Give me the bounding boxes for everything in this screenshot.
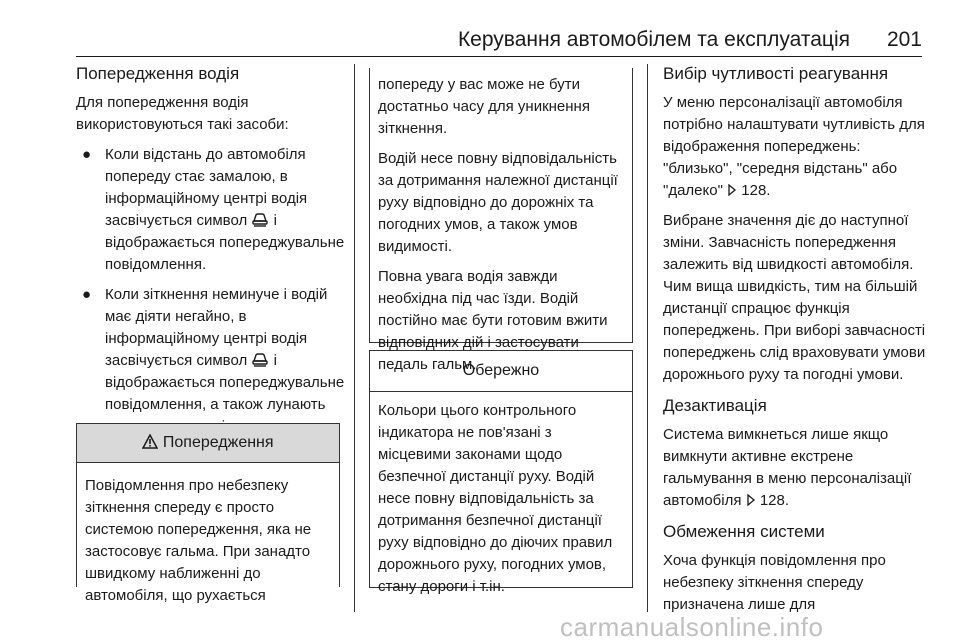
paragraph: Система вимкнеться лише якщо вимкнути активне екстрене гальмування в меню персоналізації автомобіля 128.	[663, 426, 912, 509]
vehicle-ahead-icon	[251, 352, 273, 369]
bullet-dot: ●	[82, 146, 92, 163]
page-reference-icon	[746, 492, 756, 509]
page-reference[interactable]: 128.	[741, 182, 771, 199]
vehicle-ahead-icon	[251, 212, 273, 229]
warning-continued-paragraph: Водій несе повну відповідальність за дотримання належної дистанції руху відповідно до дорожніх та погодних умов, а також умов видимості.	[378, 150, 618, 255]
watermark: carmanualsonline.info	[560, 612, 824, 642]
intro-text: Для попередження водія використовуються такі засоби:	[76, 94, 289, 133]
header-rule	[76, 56, 922, 57]
warning-continued-body	[370, 68, 632, 376]
caution-box-text: Кольори цього контрольного індикатора не пов'язані з місцевими законами щодо безпечної дистанції руху. Водій несе повну відповідальність за дотримання безпечної дистанції руху відповідно до діючих правил дорожнього руху, погодних умов, стану дороги і т.ін.	[378, 402, 613, 595]
left-column	[76, 62, 346, 446]
page-reference[interactable]: 128.	[759, 492, 790, 509]
section-heading-system-limits: Обмеження системи	[663, 522, 825, 541]
warning-box-header	[77, 424, 339, 463]
warning-continued-paragraph: попереду у вас може не бути достатньо часу для уникнення зіткнення.	[378, 76, 590, 137]
warning-triangle-icon	[142, 434, 162, 451]
column-divider-1	[354, 64, 355, 612]
bullet-dot: ●	[82, 286, 92, 303]
list-item: ● Коли зіткнення неминуче і водій має діяти негайно, в інформаційному центрі водія засвічується символ і відображається попереджувальне повідомлення, а також лунають	[82, 286, 345, 413]
right-column	[663, 62, 929, 624]
section-heading-driver-warning: Попередження водія	[76, 64, 240, 83]
page-number: 201	[886, 28, 922, 51]
warning-bullets	[76, 144, 346, 438]
warning-box-title: Попередження	[162, 434, 274, 451]
page-reference-icon	[727, 182, 737, 199]
warning-box-text: Повідомлення про небезпеку зіткнення спереду є просто системою попередження, яка не застосовує гальма. При занадто швидкому наближенні до автомобіля, що рухається	[85, 477, 312, 604]
caution-box-title: Обережно	[370, 351, 632, 392]
list-item: ● Коли відстань до автомобіля попереду стає замалою, в інформаційному центрі водія засвічується символ і відображається попереджувальне повідомлення.	[82, 146, 345, 273]
page-header	[76, 26, 922, 58]
page-title: Керування автомобілем та експлуатація	[457, 28, 850, 51]
paragraph: У меню персоналізації автомобіля потрібно налаштувати чутливість для відображення попереджень: "близько", "середня відстань" або "далеко" 128.	[663, 94, 925, 199]
section-heading-deactivation: Дезактивація	[663, 396, 767, 415]
warning-box	[76, 423, 340, 604]
warning-continued-paragraph: Повна увага водія завжди необхідна під час їзди. Водій постійно має бути готовим вжити відповідних дій і застосувати педаль гальм.	[378, 268, 608, 373]
column-divider-2	[647, 64, 648, 612]
caution-box	[369, 350, 633, 595]
section-heading-sensitivity: Вибір чутливості реагування	[663, 64, 889, 83]
paragraph: Хоча функція повідомлення про небезпеку зіткнення спереду призначена лише для	[663, 552, 886, 613]
paragraph: Вибране значення діє до наступної зміни. Завчасність попередження залежить від швидкості автомобіля. Чим вища швидкість, тим на більшій дистанції спрацює функція попереджень. При виборі завчасності попереджень слід враховувати умови дорожнього руху та погодні умови.	[663, 212, 926, 383]
